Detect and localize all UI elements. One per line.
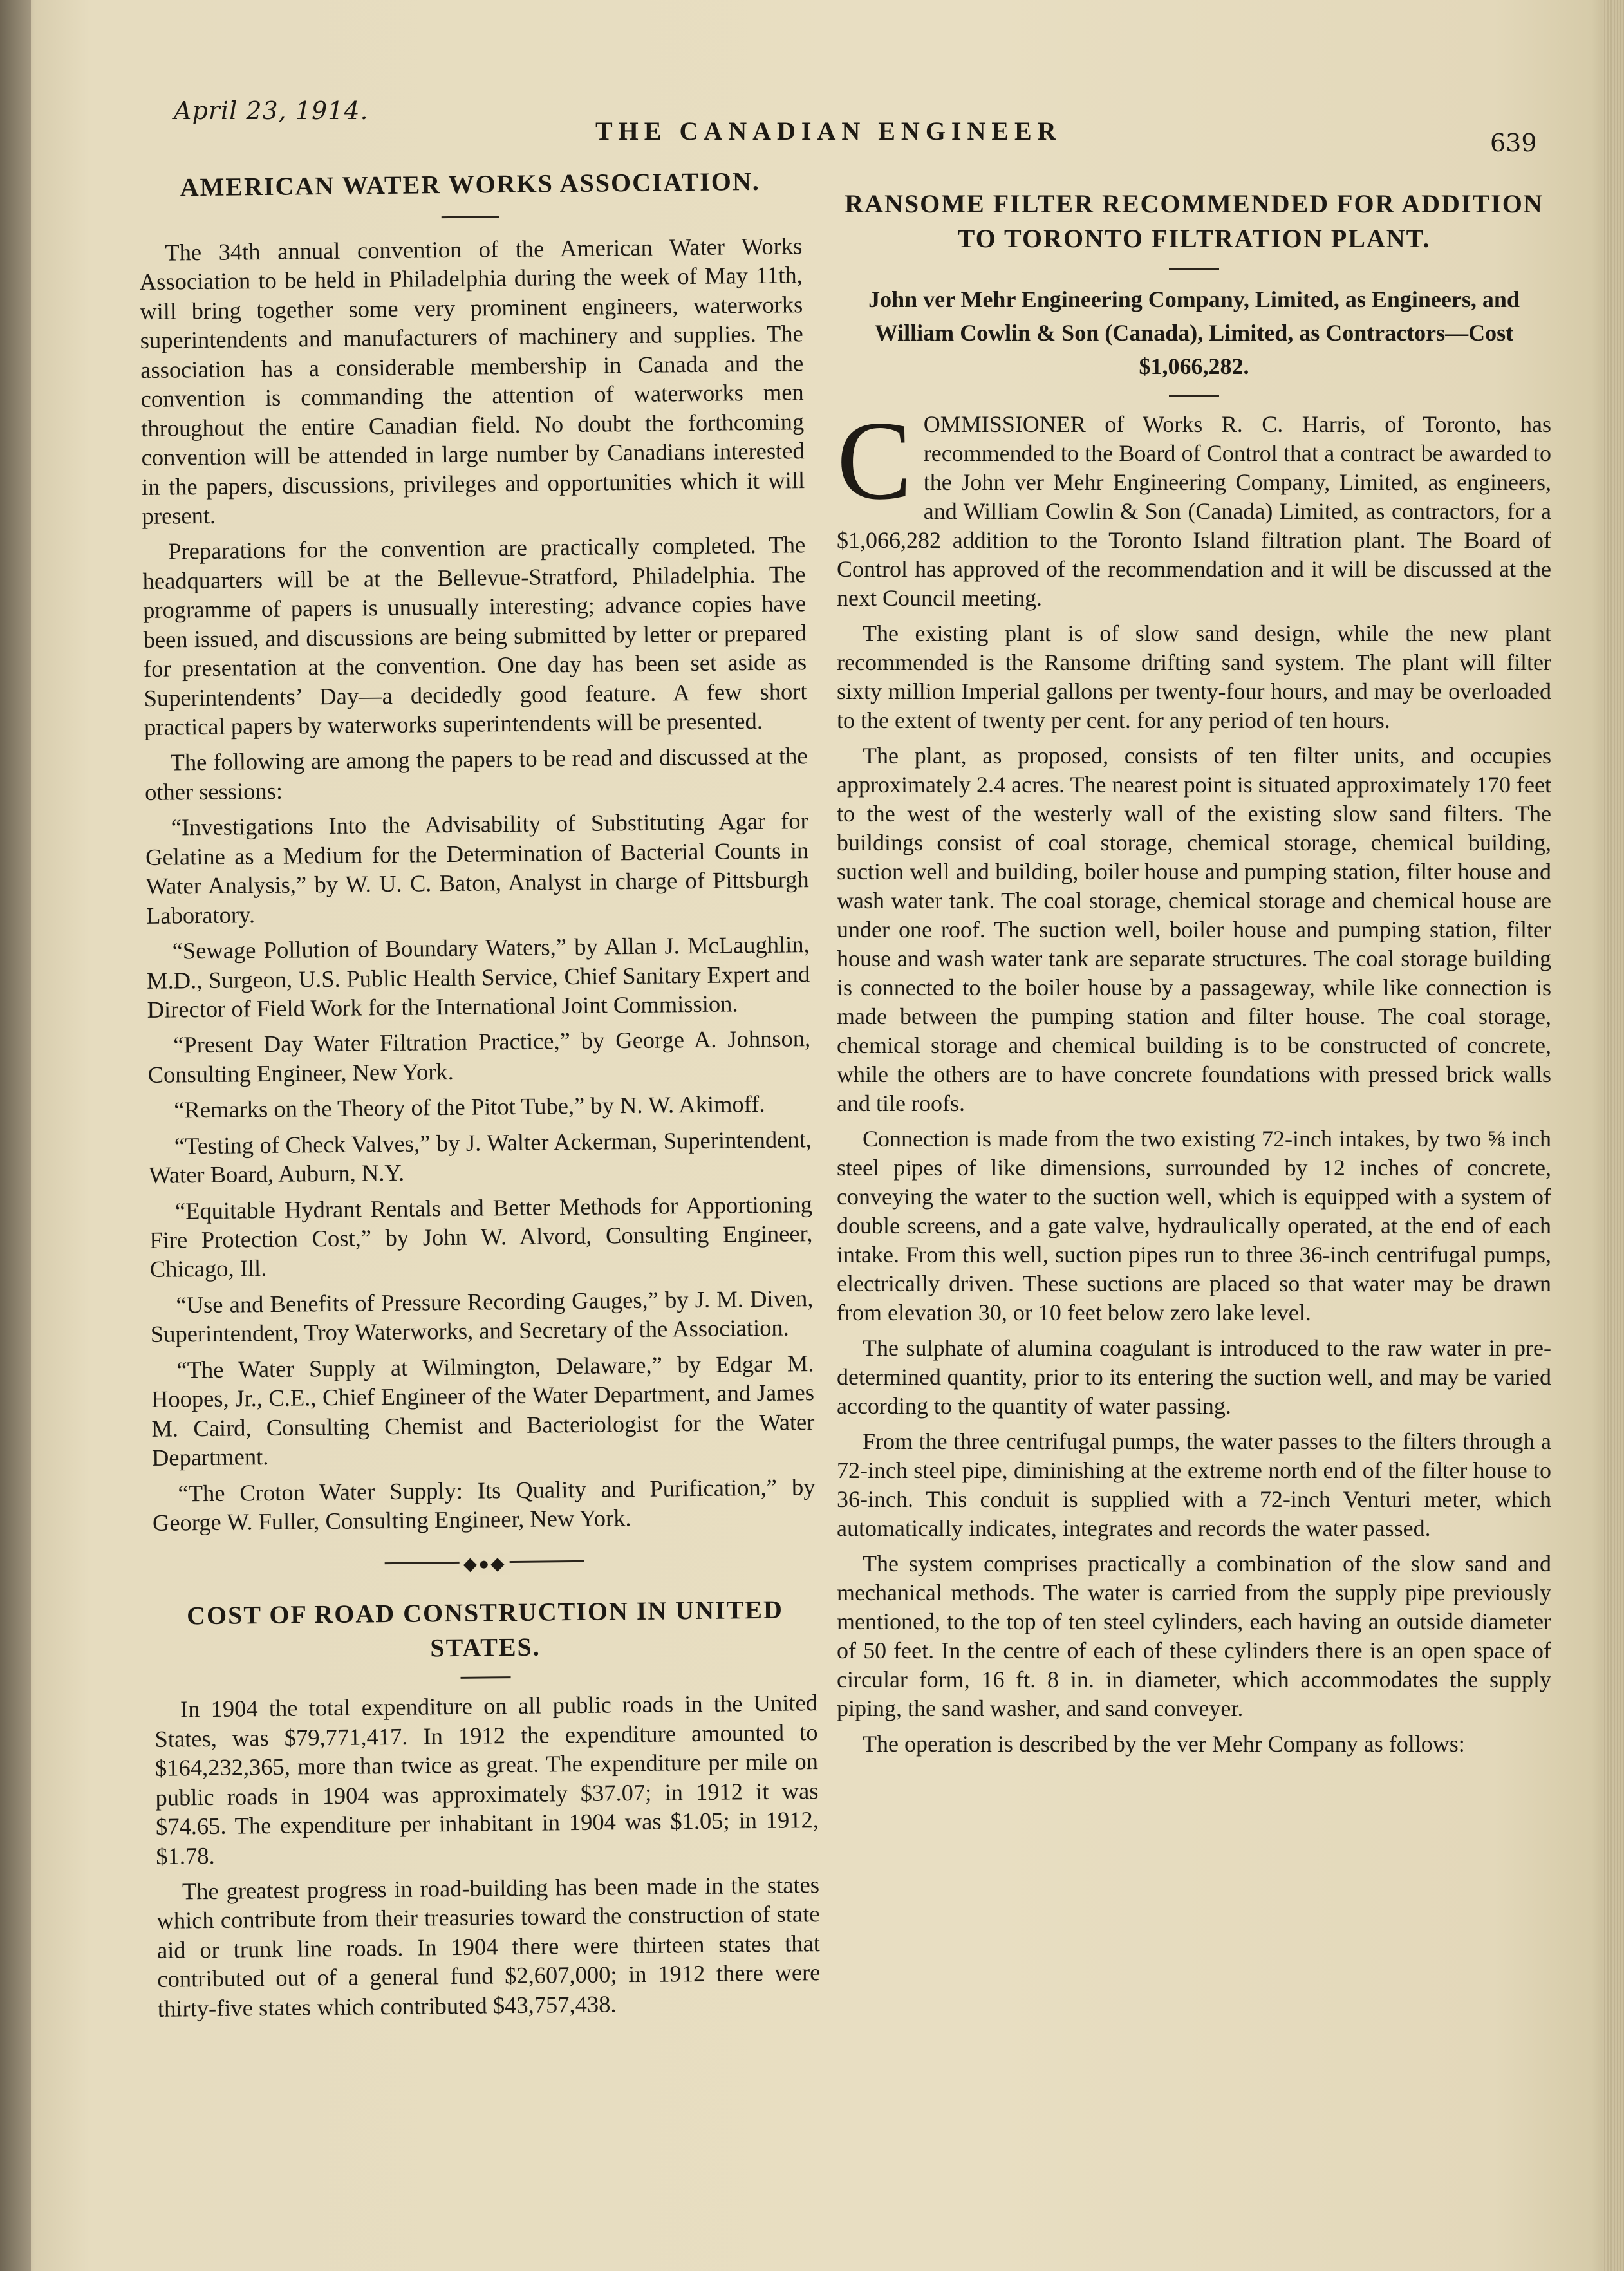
book-spine-shadow (0, 0, 31, 2271)
paragraph: The following are among the papers to be read and discussed at the other sessions: (144, 742, 808, 805)
paper-entry: “Investigations Into the Advisability of Substituting Agar for Gelatine as a Medium for the Determination of Bacterial Counts in Water Analysis,” by W. U. C. Baton, Analyst in charge of Pittsburgh Laboratory. (145, 807, 809, 929)
article-title-road-cost: COST OF ROAD CONSTRUCTION IN UNITED STATES. (186, 1595, 784, 1663)
paper-entry: “Equitable Hydrant Rentals and Better Methods for Apportioning Fire Protection Cost,” by John W. Alvord, Consulting Engineer, Chicago, Ill. (149, 1190, 813, 1283)
article-subtitle: John ver Mehr Engineering Company, Limited, as Engineers, and William Cowlin & Son (Canada), Limited, as Contractors—Cost $1,066,282. (868, 286, 1520, 380)
subtitle-rule (1169, 395, 1219, 397)
paragraph: Connection is made from the two existing 72-inch intakes, by two ⅝ inch steel pipes of like dimensions, surrounded by 12 inches of concrete, conveying the water to the suction well, which is equipped with a system of double screens, and a gate valve, hydraulically operated, at the end of each intake. From this well, suction pipes run to three 36-inch centrifugal pumps, electrically driven. These suctions are placed so that water may be drawn from elevation 30, or 10 feet below zero lake level. (837, 1125, 1551, 1325)
paper-entry: “Testing of Check Valves,” by J. Walter Ackerman, Superintendent, Water Board, Auburn, N.Y. (149, 1125, 812, 1189)
ornament-glyph: ◆●◆ (460, 1553, 510, 1575)
left-column (138, 164, 821, 2030)
paragraph: The operation is described by the ver Mehr Company as follows: (863, 1730, 1465, 1757)
issue-date: April 23, 1914. (174, 97, 369, 125)
lead-text: OMMISSIONER of Works R. C. Harris, of Toronto, has recommended to the Board of Control that a contract be awarded to the John ver Mehr Engineering Company, Limited, as engineers, and William Cowlin & Son (Canada) Limited, as contractors, for a $1,066,282 addition to the Toronto Island filtration plant. The Board of Control has approved of the recommendation and it will be discussed at the next Council meeting. (837, 411, 1551, 611)
page-edges (1602, 0, 1624, 2271)
right-column (837, 187, 1551, 1765)
paper-entry: “The Croton Water Supply: Its Quality and Purification,” by George W. Fuller, Consulting Engineer, New York. (152, 1473, 816, 1536)
paper-entry: “Present Day Water Filtration Practice,” by George A. Johnson, Consulting Engineer, New York. (147, 1025, 811, 1088)
paragraph: Preparations for the convention are practically completed. The headquarters will be at the Bellevue-Stratford, Philadelphia. The programme of papers is unusually interesting; advance copies have been issued, and discussions are being submitted by letter or prepared for presentation at the convention. One day has been set aside as Superintendents’ Day—a decidedly good feature. A few short practical papers by waterworks superintendents will be presented. (142, 531, 807, 740)
drop-cap: C (837, 397, 912, 523)
paper-entry: “The Water Supply at Wilmington, Delaware,” by Edgar M. Hoopes, Jr., C.E., Chief Engineer of the Water Department, and James M. Caird, Consulting Chemist and Bacteriologist for the Water Department. (151, 1349, 815, 1471)
title-rule (442, 216, 499, 218)
article-title-awwa: AMERICAN WATER WORKS ASSOCIATION. (180, 166, 760, 202)
paragraph: The greatest progress in road-building has been made in the states which contribute from their treasuries toward the construction of state aid or trunk line roads. In 1904 there were thirteen states that contributed out of a general fund $2,607,000; in 1912 there were thirty-five states which contributed $43,757,438. (156, 1871, 821, 2022)
title-rule (1169, 268, 1219, 270)
journal-title: THE CANADIAN ENGINEER (595, 117, 1062, 145)
paragraph: In 1904 the total expenditure on all public roads in the United States, was $79,771,417. In 1912 the expenditure amounted to $164,232,365, more than twice as great. The expenditure per mile on public roads in 1904 was approximately $37.07; in 1912 it was $74.65. The expenditure per inhabitant in 1904 was $1.05; in 1912, $1.78. (154, 1689, 819, 1869)
paper-entry: “Use and Benefits of Pressure Recording Gauges,” by J. M. Diven, Superintendent, Troy Waterworks, and Secretary of the Association. (150, 1284, 814, 1348)
paragraph: The plant, as proposed, consists of ten filter units, and occupies approximately 2.4 acres. The nearest point is situated approximately 170 feet to the west of the westerly wall of the existing slow sand filters. The buildings consist of coal storage, chemical storage, chemical building, suction well and building, boiler house and pumping station, filter house and wash water tank. The coal storage, chemical storage and chemical house are under one roof. The suction well, boiler house and pumping station, filter house and wash water tank are separate structures. The coal storage building is connected to the boiler house by a passageway, while like connection is made between the pumping station and filter house. The coal storage, chemical storage and chemical building is to be constructed of concrete, while the others are to have concrete foundations with pressed brick walls and tile roofs. (837, 742, 1551, 1116)
page-number: 639 (1490, 129, 1537, 157)
paragraph: The existing plant is of slow sand design, while the new plant recommended is the Ransome drifting sand system. The plant will filter sixty million Imperial gallons per twenty-four hours, and may be overloaded to the extent of twenty per cent. for any period of ten hours. (837, 620, 1551, 733)
paragraph: The system comprises practically a combination of the slow sand and mechanical methods. The water is carried from the supply pipe previously mentioned, to the top of ten steel cylinders, each having an outside diameter of 50 feet. In the centre of each of these cylinders there is an open space of circular form, 16 ft. 8 in. in diameter, which accommodates the supply piping, the sand washer, and sand conveyer. (837, 1550, 1551, 1721)
paragraph: The 34th annual convention of the American Water Works Association to be held in Philadelphia during the week of May 11th, will bring together some very prominent engineers, waterworks superintendents and manufacturers of machinery and supplies. The association has a considerable membership in Canada and the convention is commanding the attention of waterworks men throughout the entire Canadian field. No doubt the forthcoming convention will be attended in large number by Canadians interested in the papers, discussions, privileges and opportunities which it will present. (139, 232, 805, 529)
paragraph: The sulphate of alumina coagulant is introduced to the raw water in pre-determined quantity, prior to its entering the suction well, and may be varied according to the quantity of water passing. (837, 1334, 1551, 1419)
title-rule (461, 1676, 511, 1679)
section-ornament (153, 1549, 816, 1576)
paper-entry: “Sewage Pollution of Boundary Waters,” by Allan J. McLaughlin, M.D., Surgeon, U.S. Public Health Service, Chief Sanitary Expert and Director of Field Work for the International Joint Commission. (146, 931, 810, 1023)
lead-paragraph (837, 397, 1551, 613)
paper-entry: “Remarks on the Theory of the Pitot Tube,” by N. W. Akimoff. (174, 1090, 765, 1123)
paragraph: From the three centrifugal pumps, the water passes to the filters through a 72-inch steel pipe, diminishing at the extreme north end of the filter house to 36-inch. This conduit is supplied with a 72-inch Venturi meter, which automatically indicates, integrates and records the water passed. (837, 1428, 1551, 1541)
article-title-ransome: RANSOME FILTER RECOMMENDED FOR ADDITION TO TORONTO FILTRATION PLANT. (845, 189, 1544, 253)
